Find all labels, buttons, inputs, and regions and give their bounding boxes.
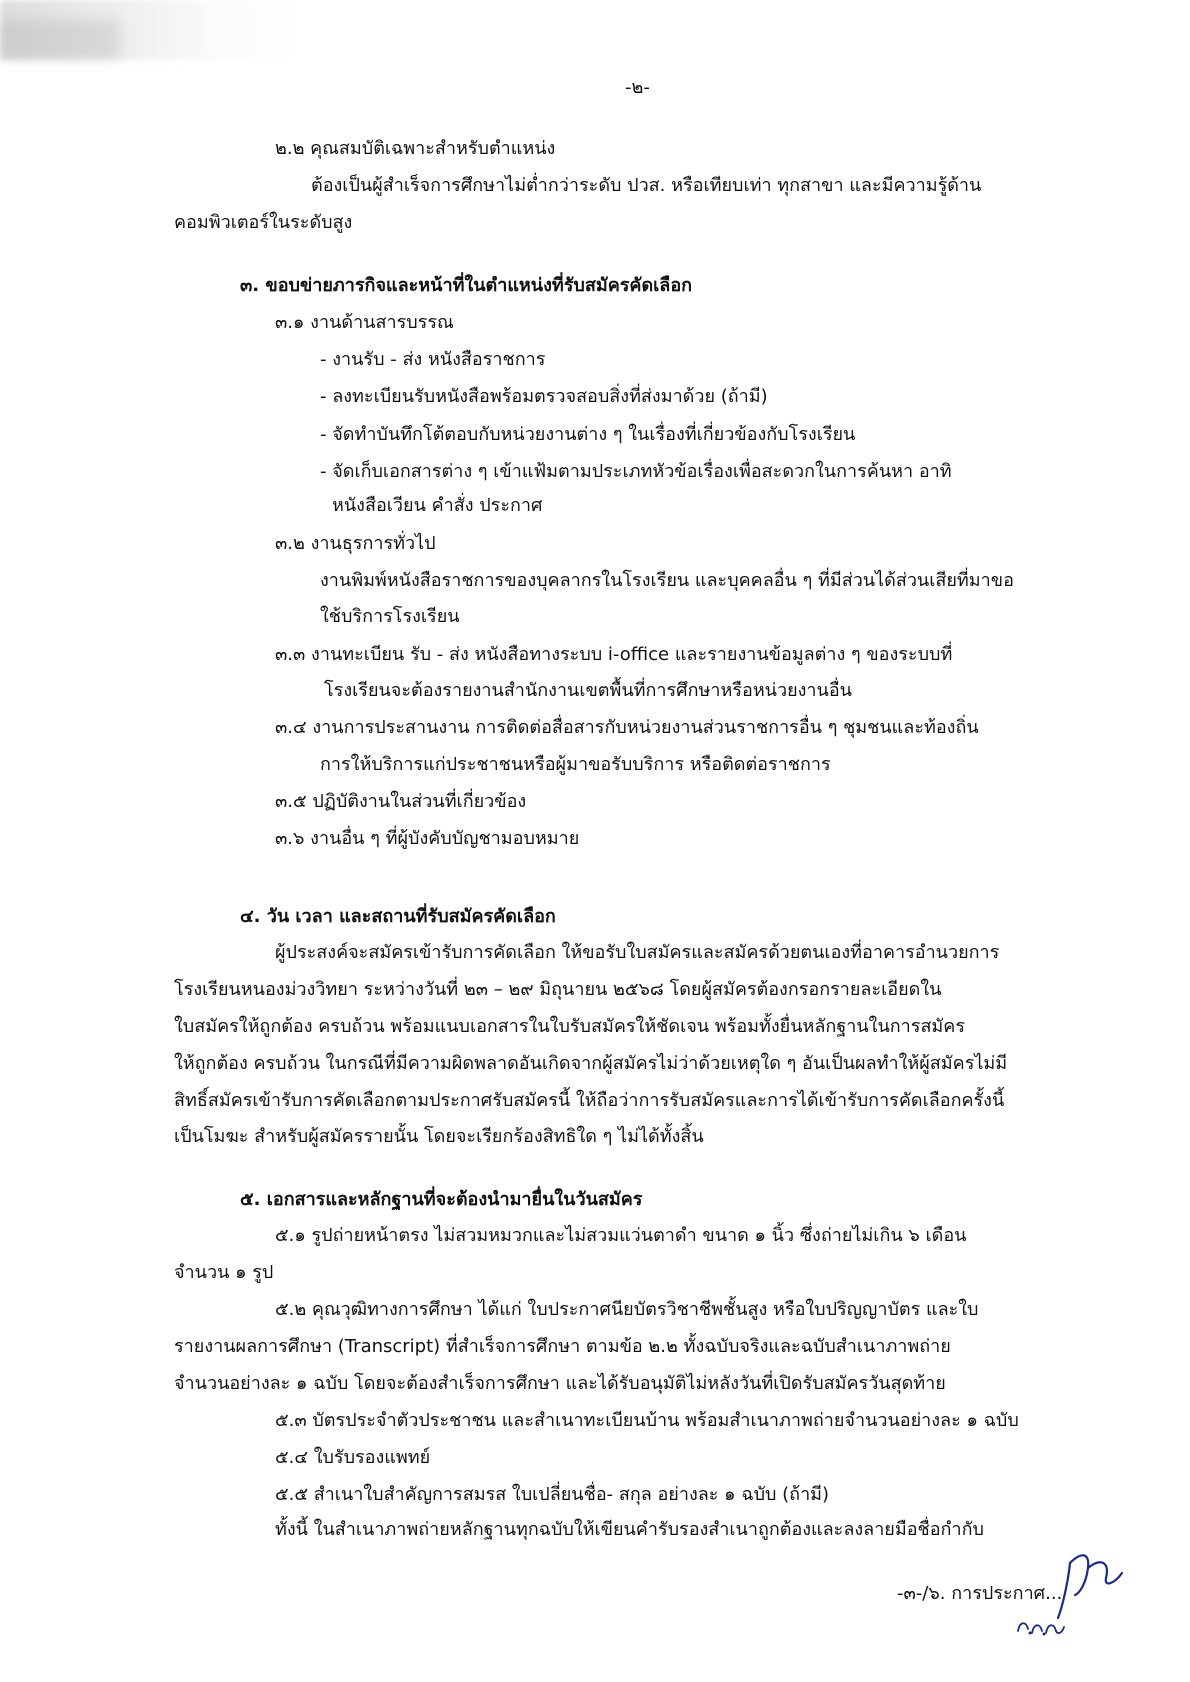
paragraph-line: ต้องเป็นผู้สำเร็จการศึกษาไม่ต่ำกว่าระดับ ปวส. หรือเทียบเท่า ทุกสาขา และมีความรู้ด้าน	[311, 175, 982, 196]
paragraph-line: การให้บริการแก่ประชาชนหรือผู้มาขอรับบริการ หรือติดต่อราชการ	[320, 754, 831, 775]
item-5-1: ๕.๑ รูปถ่ายหน้าตรง ไม่สวมหมวกและไม่สวมแว่นตาดำ ขนาด ๑ นิ้ว ซึ่งถ่ายไม่เกิน ๖ เดือน	[275, 1225, 967, 1246]
bullet-item: - จัดเก็บเอกสารต่าง ๆ เข้าแฟ้มตามประเภทหัวข้อเรื่องเพื่อสะดวกในการค้นหา อาทิ	[320, 461, 952, 482]
bullet-item: - งานรับ - ส่ง หนังสือราชการ	[320, 349, 546, 370]
paragraph-line: ใช้บริการโรงเรียน	[320, 606, 460, 627]
paragraph-line: โรงเรียนหนองม่วงวิทยา ระหว่างวันที่ ๒๓ – ๒๙ มิถุนายน ๒๕๖๘ โดยผู้สมัครต้องกรอกรายละเอียดใน	[174, 979, 942, 1000]
section-3-heading: ๓. ขอบข่ายภารกิจและหน้าที่ในตำแหน่งที่รับสมัครคัดเลือก	[240, 275, 693, 296]
paragraph-line: เป็นโมฆะ สำหรับผู้สมัครรายนั้น โดยจะเรียกร้องสิทธิใด ๆ ไม่ได้ทั้งสิ้น	[174, 1126, 704, 1147]
item-5-2: ๕.๒ คุณวุฒิทางการศึกษา ได้แก่ ใบประกาศนียบัตรวิชาชีพชั้นสูง หรือใบปริญญาบัตร และใบ	[275, 1299, 979, 1320]
paragraph-line: ใบสมัครให้ถูกต้อง ครบถ้วน พร้อมแนบเอกสารในใบรับสมัครให้ชัดเจน พร้อมทั้งยื่นหลักฐานในการสมัคร	[174, 1016, 965, 1037]
item-5-4: ๕.๔ ใบรับรองแพทย์	[275, 1447, 431, 1468]
page-number: -๒-	[625, 77, 650, 98]
footer-continuation: -๓-/๖. การประกาศ...	[897, 1583, 1063, 1604]
paragraph-line: สิทธิ์สมัครเข้ารับการคัดเลือกตามประกาศรับสมัครนี้ ให้ถือว่าการรับสมัครและการได้เข้ารับการคัดเลือกครั้งนี้	[174, 1090, 1005, 1111]
bullet-item: - จัดทำบันทึกโต้ตอบกับหน่วยงานต่าง ๆ ในเรื่องที่เกี่ยวข้องกับโรงเรียน	[320, 424, 856, 445]
paragraph-line: จำนวนอย่างละ ๑ ฉบับ โดยจะต้องสำเร็จการศึกษา และได้รับอนุมัติไม่หลังวันที่เปิดรับสมัครวันสุดท้าย	[174, 1373, 946, 1394]
item-3-4: ๓.๔ งานการประสานงาน การติดต่อสื่อสารกับหน่วยงานส่วนราชการอื่น ๆ ชุมชนและท้องถิ่น	[275, 717, 979, 738]
item-3-5: ๓.๕ ปฏิบัติงานในส่วนที่เกี่ยวข้อง	[275, 791, 527, 812]
paragraph-line: คอมพิวเตอร์ในระดับสูง	[174, 212, 353, 233]
paragraph-line: โรงเรียนจะต้องรายงานสำนักงานเขตพื้นที่การศึกษาหรือหน่วยงานอื่น	[324, 680, 852, 701]
paragraph-line: ทั้งนี้ ในสำเนาภาพถ่ายหลักฐานทุกฉบับให้เขียนคำรับรองสำเนาถูกต้องและลงลายมือชื่อกำกับ	[275, 1519, 984, 1540]
section-5-heading: ๕. เอกสารและหลักฐานที่จะต้องนำมายื่นในวันสมัคร	[240, 1189, 643, 1210]
item-3-6: ๓.๖ งานอื่น ๆ ที่ผู้บังคับบัญชามอบหมาย	[275, 828, 580, 849]
paragraph-line: งานพิมพ์หนังสือราชการของบุคลากรในโรงเรียน และบุคคลอื่น ๆ ที่มีส่วนได้ส่วนเสียที่มาขอ	[320, 570, 1014, 591]
paragraph-line: จำนวน ๑ รูป	[174, 1262, 274, 1283]
paragraph-line: ให้ถูกต้อง ครบถ้วน ในกรณีที่มีความผิดพลาดอันเกิดจากผู้สมัครไม่ว่าด้วยเหตุใด ๆ อันเป็นผลทำให้ผู้สมัครไม่มี	[174, 1053, 1008, 1074]
paragraph-line: รายงานผลการศึกษา (Transcript) ที่สำเร็จการศึกษา ตามข้อ ๒.๒ ทั้งฉบับจริงและฉบับสำเนาภาพถ่าย	[174, 1336, 951, 1357]
item-5-5: ๕.๕ สำเนาใบสำคัญการสมรส ใบเปลี่ยนชื่อ- สกุล อย่างละ ๑ ฉบับ (ถ้ามี)	[275, 1484, 830, 1505]
item-3-2: ๓.๒ งานธุรการทั่วไป	[275, 533, 436, 554]
handwritten-signature	[1010, 1523, 1140, 1643]
scan-smudge-2	[0, 20, 120, 60]
section-4-heading: ๔. วัน เวลา และสถานที่รับสมัครคัดเลือก	[240, 906, 556, 927]
bullet-item-cont: หนังสือเวียน คำสั่ง ประกาศ	[332, 495, 543, 516]
item-3-3: ๓.๓ งานทะเบียน รับ - ส่ง หนังสือทางระบบ i-office และรายงานข้อมูลต่าง ๆ ของระบบที่	[275, 644, 953, 665]
section-2-2-heading: ๒.๒ คุณสมบัติเฉพาะสำหรับตำแหน่ง	[275, 138, 556, 159]
item-5-3: ๕.๓ บัตรประจำตัวประชาชน และสำเนาทะเบียนบ้าน พร้อมสำเนาภาพถ่ายจำนวนอย่างละ ๑ ฉบับ	[275, 1410, 1019, 1431]
bullet-item: - ลงทะเบียนรับหนังสือพร้อมตรวจสอบสิ่งที่ส่งมาด้วย (ถ้ามี)	[320, 386, 768, 407]
paragraph-line: ผู้ประสงค์จะสมัครเข้ารับการคัดเลือก ให้ขอรับใบสมัครและสมัครด้วยตนเองที่อาคารอำนวยการ	[275, 942, 1000, 963]
item-3-1: ๓.๑ งานด้านสารบรรณ	[275, 312, 454, 333]
